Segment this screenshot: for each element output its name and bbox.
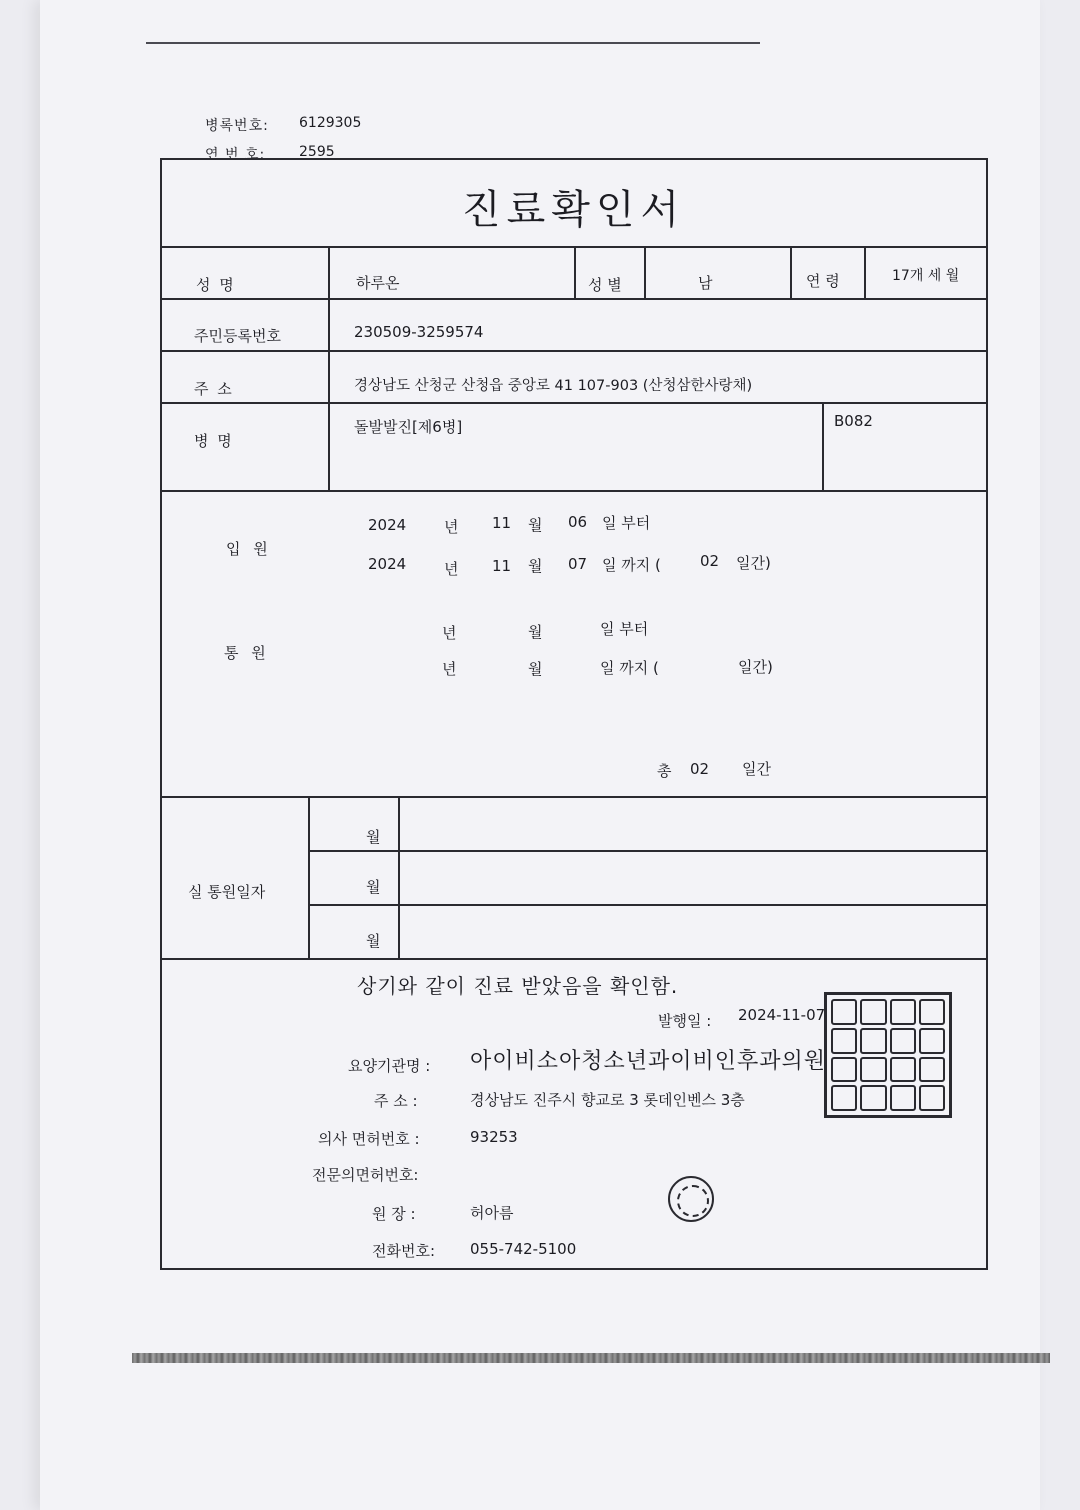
admission-from-day: 06 [568, 513, 588, 531]
outpatient-to-year-unit: 년 [442, 660, 457, 678]
serial-number-value: 2595 [299, 144, 335, 160]
column-visit-label-divider [308, 796, 310, 958]
patient-sex: 남 [698, 274, 713, 292]
issue-date-label: 발행일 : [658, 1012, 712, 1030]
disease-code: B082 [834, 412, 873, 430]
divider-rrn-row [160, 350, 988, 352]
document-title: 진료확인서 [462, 187, 686, 233]
director-name: 허아름 [470, 1204, 514, 1222]
divider-visit-row-1 [310, 850, 988, 852]
disease-name: 돌발발진[제6병] [354, 418, 463, 436]
admission-to-suffix: 일 까지 ( [602, 556, 661, 574]
outpatient-from-year-unit: 년 [442, 624, 457, 642]
admission-from-month: 11 [492, 514, 512, 532]
institution-name: 아이비소아청소년과이비인후과의원 [470, 1049, 827, 1074]
director-label: 원 장 : [372, 1205, 416, 1223]
column-age-label-divider [790, 246, 792, 298]
outpatient-to-month-unit: 월 [528, 660, 543, 678]
institution-address-label: 주 소 : [374, 1092, 418, 1110]
record-number-value: 6129305 [299, 115, 362, 131]
top-scan-line [146, 42, 760, 44]
doctor-license-label: 의사 면허번호 : [318, 1130, 420, 1148]
total-days-unit: 일간 [742, 760, 771, 778]
doctor-license: 93253 [470, 1128, 518, 1146]
specialist-license-label: 전문의면허번호: [312, 1166, 419, 1184]
outpatient-label: 통 원 [224, 644, 270, 662]
outpatient-from-month-unit: 월 [528, 623, 543, 641]
name-label: 성 명 [196, 276, 236, 294]
bottom-scan-edge [132, 1353, 1050, 1363]
admission-from-month-unit: 월 [528, 516, 543, 534]
director-seal [668, 1176, 714, 1222]
disease-label: 병 명 [194, 432, 234, 450]
outpatient-from-suffix: 일 부터 [600, 620, 649, 638]
column-age-value-divider [864, 246, 866, 298]
column-visit-month-divider [398, 796, 400, 958]
admission-to-year: 2024 [368, 555, 407, 573]
rrn-label: 주민등록번호 [194, 327, 281, 345]
outpatient-to-suffix: 일 까지 ( [600, 659, 659, 677]
actual-visit-label: 실 통원일자 [188, 883, 266, 901]
divider-disease-row [160, 490, 988, 492]
sex-label: 성 별 [588, 276, 622, 294]
column-sex-value-divider [644, 246, 646, 298]
phone-number: 055-742-5100 [470, 1240, 577, 1258]
divider-period-section [160, 796, 988, 798]
institution-name-label: 요양기관명 : [348, 1057, 431, 1075]
divider-address-row [160, 402, 988, 404]
visit-row-month-1: 월 [366, 828, 381, 846]
confirmation-statement: 상기와 같이 진료 받았음을 확인함. [357, 974, 679, 998]
patient-address: 경상남도 산청군 산청읍 중앙로 41 107-903 (산청삼한사랑채) [354, 378, 753, 394]
record-number-label: 병록번호: [205, 118, 269, 134]
admission-from-year-unit: 년 [444, 518, 459, 536]
admission-to-month: 11 [492, 557, 512, 575]
column-disease-code-divider [822, 402, 824, 490]
admission-to-day: 07 [568, 555, 588, 573]
admission-to-month-unit: 월 [528, 557, 543, 575]
address-label: 주 소 [194, 380, 234, 398]
patient-name: 하루온 [356, 274, 400, 292]
institution-address: 경상남도 진주시 향교로 3 롯데인벤스 3층 [470, 1091, 745, 1109]
column-label-divider [328, 246, 330, 490]
outpatient-days-unit: 일간) [738, 658, 773, 676]
total-days: 02 [690, 760, 710, 778]
institution-seal [824, 992, 952, 1118]
admission-label: 입 원 [226, 540, 272, 558]
divider-name-row [160, 298, 988, 300]
phone-label: 전화번호: [372, 1242, 436, 1260]
divider-visit-row-2 [310, 904, 988, 906]
admission-from-suffix: 일 부터 [602, 514, 651, 532]
total-prefix: 총 [657, 762, 672, 780]
issue-date: 2024-11-07 [738, 1006, 826, 1024]
serial-number-label: 연 번 호: [205, 147, 266, 163]
age-label: 연 령 [806, 272, 840, 290]
admission-from-year: 2024 [368, 516, 407, 534]
column-sex-label-divider [574, 246, 576, 298]
visit-row-month-2: 월 [366, 878, 381, 896]
admission-days-unit: 일간) [736, 554, 771, 572]
admission-days: 02 [700, 552, 720, 570]
admission-to-year-unit: 년 [444, 560, 459, 578]
divider-visit-section [160, 958, 988, 960]
patient-rrn: 230509-3259574 [354, 323, 484, 341]
patient-age: 17개 세 월 [892, 268, 960, 284]
visit-row-month-3: 월 [366, 932, 381, 950]
